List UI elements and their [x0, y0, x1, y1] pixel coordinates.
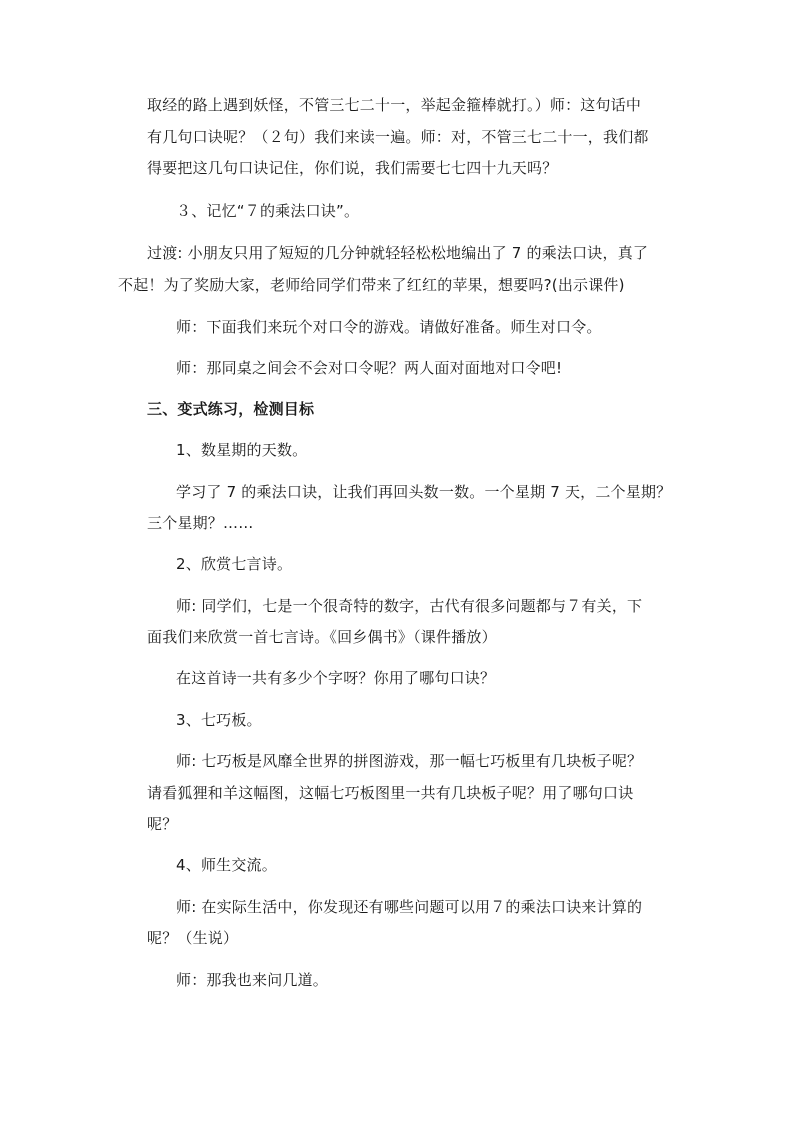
subsection-heading: 3、七巧板。 [176, 711, 262, 729]
subsection-heading: 2、欣赏七言诗。 [176, 555, 293, 573]
text-line: 得要把这几句口诀记住，你们说，我们需要七七四十九天吗？ [147, 159, 558, 177]
text-line: 在这首诗一共有多少个字呀？你用了哪句口诀？ [176, 669, 496, 687]
text-line: 面我们来欣赏一首七言诗。《回乡偶书》（课件播放） [147, 628, 497, 646]
text-line: 取经的路上遇到妖怪，不管三七二十一，举起金箍棒就打。）师：这句话中 [147, 96, 642, 114]
subsection-heading: 1、数星期的天数。 [176, 441, 308, 459]
section-heading: 三、变式练习，检测目标 [147, 400, 315, 418]
text-line: 不起！为了奖励大家，老师给同学们带来了红红的苹果，想要吗?(出示课件) [118, 276, 625, 294]
text-line: 请看狐狸和羊这幅图，这幅七巧板图里一共有几块板子呢？用了哪句口诀 [147, 784, 634, 802]
text-line: 师：那同桌之间会不会对口令呢？两人面对面地对口令吧! [176, 359, 563, 377]
text-line: 师: 七巧板是风靡全世界的拼图游戏，那一幅七巧板里有几块板子呢？ [176, 752, 643, 770]
text-line: 学习了 7 的乘法口诀，让我们再回头数一数。一个星期 7 天，二个星期？ [176, 483, 672, 501]
text-line: 师：那我也来问几道。 [176, 971, 329, 989]
text-line: 师：下面我们来玩个对口令的游戏。请做好准备。师生对口令。 [176, 318, 602, 336]
text-line: 三个星期？…… [147, 514, 254, 532]
text-line: 过渡: 小朋友只用了短短的几分钟就轻轻松松地编出了 7 的乘法口诀，真了 [147, 244, 649, 262]
text-line: 有几句口诀呢？（２句）我们来读一遍。师：对，不管三七二十一，我们都 [147, 128, 649, 146]
subsection-heading: 4、师生交流。 [176, 856, 277, 874]
text-line: 呢？（生说） [147, 929, 239, 947]
text-line: 师: 同学们，七是一个很奇特的数字，古代有很多问题都与７有关，下 [176, 597, 643, 615]
section-step-heading: ３、记忆“７的乘法口诀”。 [176, 202, 360, 220]
text-line: 呢？ [147, 815, 178, 833]
text-line: 师: 在实际生活中，你发现还有哪些问题可以用７的乘法口诀来计算的 [176, 898, 643, 916]
